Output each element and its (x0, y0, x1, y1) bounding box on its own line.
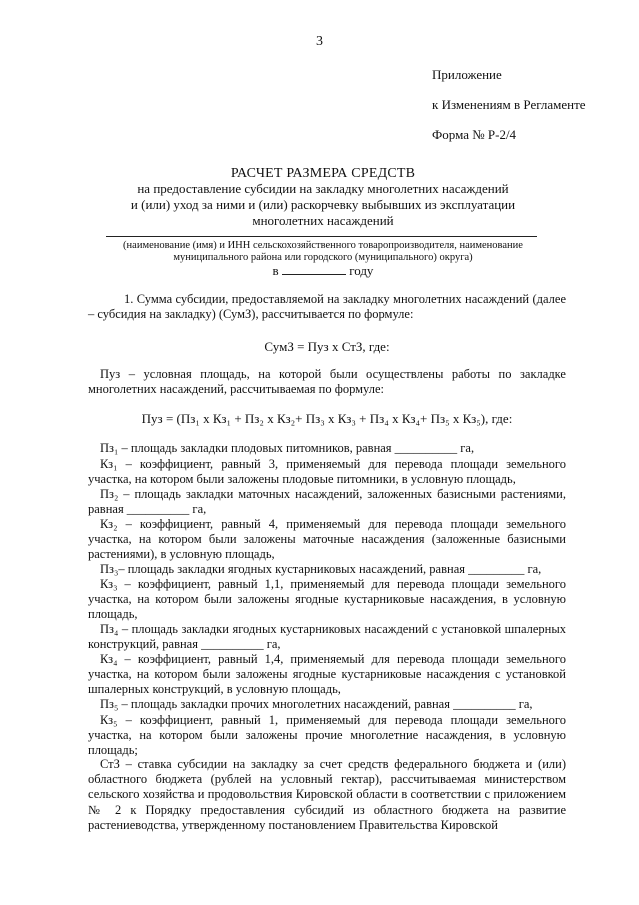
caption-line-1: (наименование (имя) и ИНН сельскохозяйственного товаропроизводителя, наименование (123, 240, 523, 251)
definition-stz: СтЗ – ставка субсидии на закладку за счет средств федерального бюджета и (или) областного бюджета (рублей на условный гектар), рассчитываемая министерством сельского хозяйства и продовольствия Кировской области в соответствии с приложением № 2 к Порядку предоставления субсидий из областного бюджета на развитие растениеводства, утвержденному постановлением Правительства Кировской (88, 757, 566, 832)
definition-pz4: Пз₄ – площадь закладки ягодных кустарниковых насаждений с установкой шпалерных конструкций, равная __________ га, (88, 622, 566, 652)
caption-line-2: муниципального района или городского (муниципального) округа) (173, 252, 473, 263)
definition-kz2: Кз₂ – коэффициент, равный 4, применяемый для перевода площади земельного участка, на котором были заложены маточные насаждения (заложенные базисными растениями), в условную площадь, (88, 517, 566, 562)
definition-kz4: Кз₄ – коэффициент, равный 1,4, применяемый для перевода площади земельного участка, на котором были заложены ягодные кустарниковые насаждения с установкой шпалерных конструкций, в условную площадь, (88, 652, 566, 697)
year-blank (282, 263, 346, 275)
formula-sumz: СумЗ = Пуз х СтЗ, где: (264, 339, 390, 354)
definition-pz2: Пз₂ – площадь закладки маточных насаждений, заложенных базисными растениями, равная __________ га, (88, 487, 566, 517)
annex-label: Приложение (432, 67, 502, 82)
definition-pz1: Пз₁ – площадь закладки плодовых питомников, равная __________ га, (100, 441, 475, 455)
page-number: 3 (316, 34, 323, 49)
annex-reference: к Изменениям в Регламенте (432, 97, 586, 112)
form-number: Форма № Р-2/4 (432, 127, 517, 142)
year-line (88, 263, 558, 279)
subtitle-line-2: и (или) уход за ними и (или) раскорчевку выбывших из эксплуатации (130, 197, 516, 212)
definition-kz5: Кз₅ – коэффициент, равный 1, применяемый для перевода площади земельного участка, на котором были заложены прочие многолетние насаждения, в условную площадь; (88, 713, 566, 758)
formula-puz: Пуз = (Пз₁ х Кз₁ + Пз₂ х Кз₂+ Пз₃ х Кз₃ + Пз₄ х Кз₄+ Пз₅ х Кз₅), где: (141, 411, 513, 426)
paragraph-1: 1. Сумма субсидии, предоставляемой на закладку многолетних насаждений (далее – субсидия на закладку) (СумЗ), рассчитывается по формуле: (88, 292, 566, 322)
year-prefix: в (272, 263, 279, 278)
year-suffix: году (349, 263, 374, 278)
paragraph-2: Пуз – условная площадь, на которой были осуществлены работы по закладке многолетних насаждений, рассчитываемая по формуле: (88, 367, 566, 397)
definition-pz5: Пз₅ – площадь закладки прочих многолетних насаждений, равная __________ га, (100, 697, 533, 711)
document-title: РАСЧЕТ РАЗМЕРА СРЕДСТВ (230, 166, 416, 181)
subtitle-line-3: многолетних насаждений (252, 213, 394, 228)
definition-kz3: Кз₃ – коэффициент, равный 1,1, применяемый для перевода площади земельного участка, на котором были заложены ягодные кустарниковые насаждения, в условную площадь, (88, 577, 566, 622)
definition-pz3: Пз₃– площадь закладки ягодных кустарниковых насаждений, равная _________ га, (100, 562, 542, 576)
fill-in-line (106, 236, 537, 237)
definition-kz1: Кз₁ – коэффициент, равный 3, применяемый для перевода площади земельного участка, на котором были заложены плодовые питомники, в условную площадь, (88, 457, 566, 487)
subtitle-line-1: на предоставление субсидии на закладку многолетних насаждений (137, 181, 509, 196)
